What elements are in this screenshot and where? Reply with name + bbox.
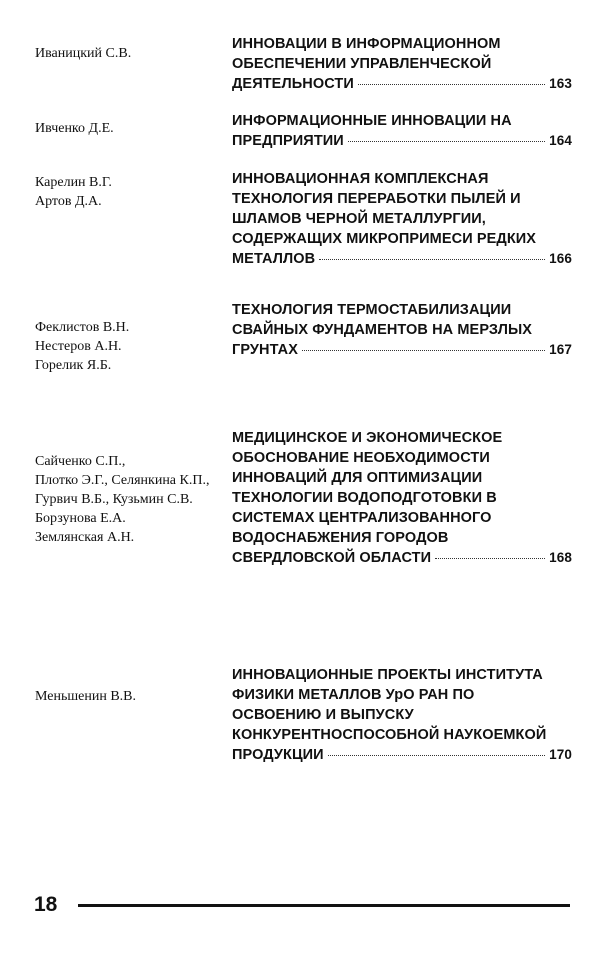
author-name: Нестеров А.Н.	[35, 339, 122, 354]
entry-title	[232, 34, 572, 94]
title-line: ШЛАМОВ ЧЕРНОЙ МЕТАЛЛУРГИИ,	[232, 211, 486, 227]
author-name: Гурвич В.Б., Кузьмин С.В.	[35, 492, 193, 507]
dot-leader	[435, 558, 545, 559]
title-last-line	[232, 745, 572, 765]
author-name: Борзунова Е.А.	[35, 511, 126, 526]
dot-leader	[319, 259, 545, 260]
title-line: ВОДОСНАБЖЕНИЯ ГОРОДОВ	[232, 530, 449, 546]
author-name: Феклистов В.Н.	[35, 320, 130, 335]
title-line: СВАЙНЫХ ФУНДАМЕНТОВ НА МЕРЗЛЫХ	[232, 322, 533, 338]
title-last-line	[232, 340, 572, 360]
entry-title	[232, 665, 572, 765]
entry-title	[232, 169, 572, 269]
entry-authors	[35, 173, 225, 211]
title-line: ИННОВАЦИОННЫЕ ПРОЕКТЫ ИНСТИТУТА	[232, 667, 543, 683]
dot-leader	[302, 350, 545, 351]
entry-title	[232, 300, 572, 360]
page-number: 163	[549, 76, 572, 91]
author-name: Плотко Э.Г., Селянкина К.П.,	[35, 473, 210, 488]
title-line: ОБОСНОВАНИЕ НЕОБХОДИМОСТИ	[232, 450, 490, 466]
entry-authors	[35, 318, 225, 375]
dot-leader	[348, 141, 545, 142]
author-name: Горелик Я.Б.	[35, 358, 112, 373]
title-line: ТЕХНОЛОГИЯ ПЕРЕРАБОТКИ ПЫЛЕЙ И	[232, 191, 521, 207]
entry-title	[232, 428, 572, 568]
title-line: ПРОДУКЦИИ	[232, 747, 324, 763]
entry-authors	[35, 687, 225, 706]
page-number: 164	[549, 133, 572, 148]
title-line: ПРЕДПРИЯТИИ	[232, 133, 344, 149]
title-line: МЕДИЦИНСКОЕ И ЭКОНОМИЧЕСКОЕ	[232, 430, 503, 446]
author-name: Землянская А.Н.	[35, 530, 135, 545]
title-line: ИННОВАЦИЙ ДЛЯ ОПТИМИЗАЦИИ	[232, 470, 483, 486]
page-number: 168	[549, 550, 572, 565]
author-name: Артов Д.А.	[35, 194, 102, 209]
title-line: ТЕХНОЛОГИИ ВОДОПОДГОТОВКИ В	[232, 490, 497, 506]
title-line: ОБЕСПЕЧЕНИИ УПРАВЛЕНЧЕСКОЙ	[232, 56, 492, 72]
entry-authors	[35, 452, 225, 547]
author-name: Сайченко С.П.,	[35, 454, 126, 469]
dot-leader	[328, 755, 545, 756]
title-line: МЕТАЛЛОВ	[232, 251, 316, 267]
title-last-line	[232, 249, 572, 269]
page-number: 170	[549, 747, 572, 762]
title-line: ДЕЯТЕЛЬНОСТИ	[232, 76, 354, 92]
entry-authors	[35, 119, 225, 138]
title-line: СИСТЕМАХ ЦЕНТРАЛИЗОВАННОГО	[232, 510, 492, 526]
author-name: Иваницкий С.В.	[35, 46, 132, 61]
title-line: ОСВОЕНИЮ И ВЫПУСКУ	[232, 707, 414, 723]
author-name: Карелин В.Г.	[35, 175, 112, 190]
title-line: ИНФОРМАЦИОННЫЕ ИННОВАЦИИ НА	[232, 113, 512, 129]
title-line: ИННОВАЦИОННАЯ КОМПЛЕКСНАЯ	[232, 171, 489, 187]
title-last-line	[232, 74, 572, 94]
page-number: 167	[549, 342, 572, 357]
author-name: Ивченко Д.Е.	[35, 121, 114, 136]
title-line: ТЕХНОЛОГИЯ ТЕРМОСТАБИЛИЗАЦИИ	[232, 302, 512, 318]
title-line: ГРУНТАХ	[232, 342, 298, 358]
title-line: ФИЗИКИ МЕТАЛЛОВ УрО РАН ПО	[232, 687, 475, 703]
title-line: ИННОВАЦИИ В ИНФОРМАЦИОННОМ	[232, 36, 501, 52]
footer-rule	[78, 904, 570, 907]
title-last-line	[232, 131, 572, 151]
author-name: Меньшенин В.В.	[35, 689, 137, 704]
page-number: 166	[549, 251, 572, 266]
entry-title	[232, 111, 572, 151]
dot-leader	[358, 84, 545, 85]
title-line: СВЕРДЛОВСКОЙ ОБЛАСТИ	[232, 550, 432, 566]
title-line: СОДЕРЖАЩИХ МИКРОПРИМЕСИ РЕДКИХ	[232, 231, 537, 247]
entry-authors	[35, 44, 225, 63]
title-last-line	[232, 548, 572, 568]
title-line: КОНКУРЕНТНОСПОСОБНОЙ НАУКОЕМКОЙ	[232, 727, 547, 743]
footer-page-number: 18	[34, 893, 58, 916]
